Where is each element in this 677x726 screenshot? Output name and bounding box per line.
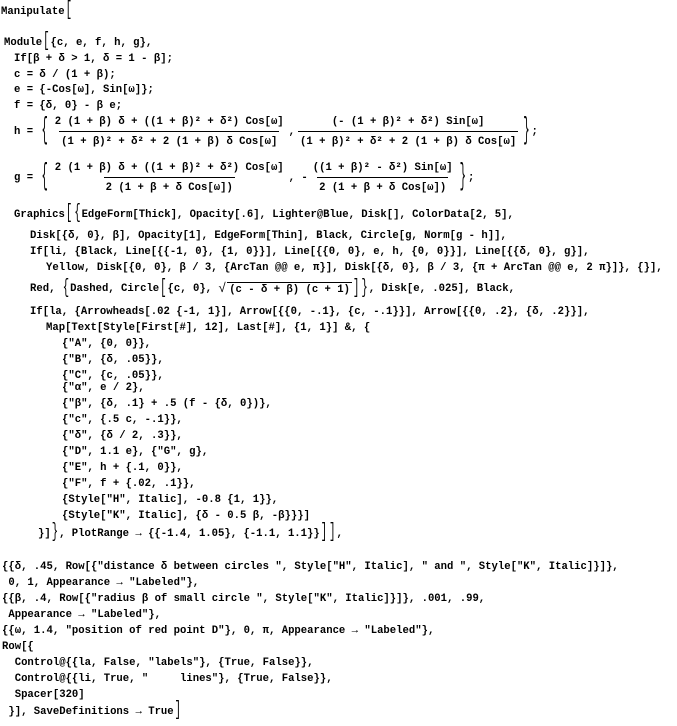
label-entry: {"c", {.5 c, -.1}},	[62, 414, 183, 426]
line-module: Module[{c, e, f, h, g},	[4, 30, 153, 54]
label-entry: {"D", 1.1 e}, {"G", g},	[62, 446, 209, 458]
line-e: e = {-Cos[ω], Sin[ω]};	[14, 84, 154, 96]
label-entry: {"A", {0, 0}},	[62, 338, 152, 350]
control-line: {{β, .4, Row[{"radius β of small circle ", Style["K", Italic]}]}, .001, .99,	[2, 593, 486, 605]
label-entry: {"δ", {δ / 2, .3}},	[62, 430, 183, 442]
label-entry: {"E", h + {.1, 0}},	[62, 462, 183, 474]
label-entry: {"C", {c, .05}},	[62, 370, 164, 382]
line-red: Red, { Dashed, Circle [ {c, 0}, √ (c - δ + β) (c + 1) ] } , Disk[e, .025], Black,	[30, 277, 515, 300]
line-end: }], SaveDefinitions → True]	[2, 699, 182, 723]
control-line: Control@{{la, False, "labels"}, {True, False}},	[2, 657, 314, 669]
line-graphics-close: }]}, PlotRange → {{-1.4, 1.05}, {-1.1, 1.1}}] ],	[38, 521, 343, 545]
label-entry: {"F", f + {.02, .1}},	[62, 478, 196, 490]
line-disk: Disk[{δ, 0}, β], Opacity[1], EdgeForm[Thin], Black, Circle[g, Norm[g - h]],	[30, 230, 507, 242]
line-if-la: If[la, {Arrowheads[.02 {-1, 1}], Arrow[{{0, -.1}, {c, -.1}}], Arrow[{{0, .2}, {δ, .2}}],	[30, 306, 590, 318]
control-line: Row[{	[2, 641, 34, 653]
line-f: f = {δ, 0} - β e;	[14, 100, 123, 112]
control-line: {{δ, .45, Row[{"distance δ between circles ", Style["H", Italic], " and ", Style["K", Italic]}]},	[2, 561, 619, 573]
control-line: Appearance → "Labeled"},	[2, 609, 161, 621]
control-line: Spacer[320]	[2, 689, 85, 701]
label-entry: {Style["K", Italic], {δ - 0.5 β, -β}}}]	[62, 510, 310, 522]
fraction: $\frac{\text{((1 + β)² - δ²) Sin[ω]}}{\text{2 (1 + β + δ Cos[ω])}}$	[312, 162, 453, 194]
line-graphics: Graphics[ {EdgeForm[Thick], Opacity[.6], Lighter@Blue, Disk[], ColorData[2, 5],	[14, 202, 514, 226]
control-line: Control@{{li, True, " lines"}, {True, False}},	[2, 673, 333, 685]
bracket: [	[65, 0, 72, 23]
bracket: [	[43, 30, 50, 54]
line-if: If[β + δ > 1, δ = 1 - β];	[14, 53, 173, 65]
label-entry: {Style["H", Italic], -0.8 {1, 1}},	[62, 494, 279, 506]
line-manipulate: Manipulate[	[1, 4, 73, 19]
label-entry: {"β", {δ, .1} + .5 (f - {δ, 0})},	[62, 398, 272, 410]
control-line: 0, 1, Appearance → "Labeled"},	[2, 577, 200, 589]
fraction: $\frac{\text{2 (1 + β) δ + ((1 + β)² + δ²) Cos[ω]}}{\text{(1 + β)² + δ² + 2 (1 + β) δ Cos[ω]}}$	[54, 116, 284, 148]
label-entry: {"B", {δ, .05}},	[62, 354, 164, 366]
line-c: c = δ / (1 + β);	[14, 69, 116, 81]
fraction: $\frac{\text{2 (1 + β) δ + ((1 + β)² + δ²) Cos[ω]}}{\text{2 (1 + β + δ Cos[ω])}}$	[54, 162, 284, 194]
line-map: Map[Text[Style[First[#], 12], Last[#], {1, 1}] &, {	[46, 322, 371, 334]
line-if-li: If[li, {Black, Line[{{-1, 0}, {1, 0}}], Line[{{0, 0}, e, h, {0, 0}}], Line[{{δ, 0}, g}],	[30, 246, 590, 258]
line-h: h = { $\frac{\text{2 (1 + β) δ + ((1 + β)² + δ²) Cos[ω]}}{\text{(1 + β)² + δ² + 2 (1 + β) δ Cos[ω]}}$ , $\frac{\text{(- (1 + β)² + δ²) Sin[ω]}}{\text{(1 + β)² + δ² + 2 (1 + β) δ Cos[ω]}}$ } ;	[14, 114, 538, 150]
label-entry: {"α", e / 2},	[62, 382, 145, 394]
fraction: $\frac{\text{(- (1 + β)² + δ²) Sin[ω]}}{\text{(1 + β)² + δ² + 2 (1 + β) δ Cos[ω]}}$	[300, 116, 517, 148]
sqrt-icon: √	[218, 281, 227, 296]
control-line: {{ω, 1.4, "position of red point D"}, 0, π, Appearance → "Labeled"},	[2, 625, 435, 637]
line-g: g = { $\frac{\text{2 (1 + β) δ + ((1 + β)² + δ²) Cos[ω]}}{\text{2 (1 + β + δ Cos[ω])}}$ , - $\frac{\text{((1 + β)² - δ²) Sin[ω]}}{\text{2 (1 + β + δ Cos[ω])}}$ } ;	[14, 160, 475, 196]
line-yellow: Yellow, Disk[{0, 0}, β / 3, {ArcTan @@ e, π}], Disk[{δ, 0}, β / 3, {π + ArcTan @@ e, 2 π}]}, {}],	[46, 262, 663, 274]
